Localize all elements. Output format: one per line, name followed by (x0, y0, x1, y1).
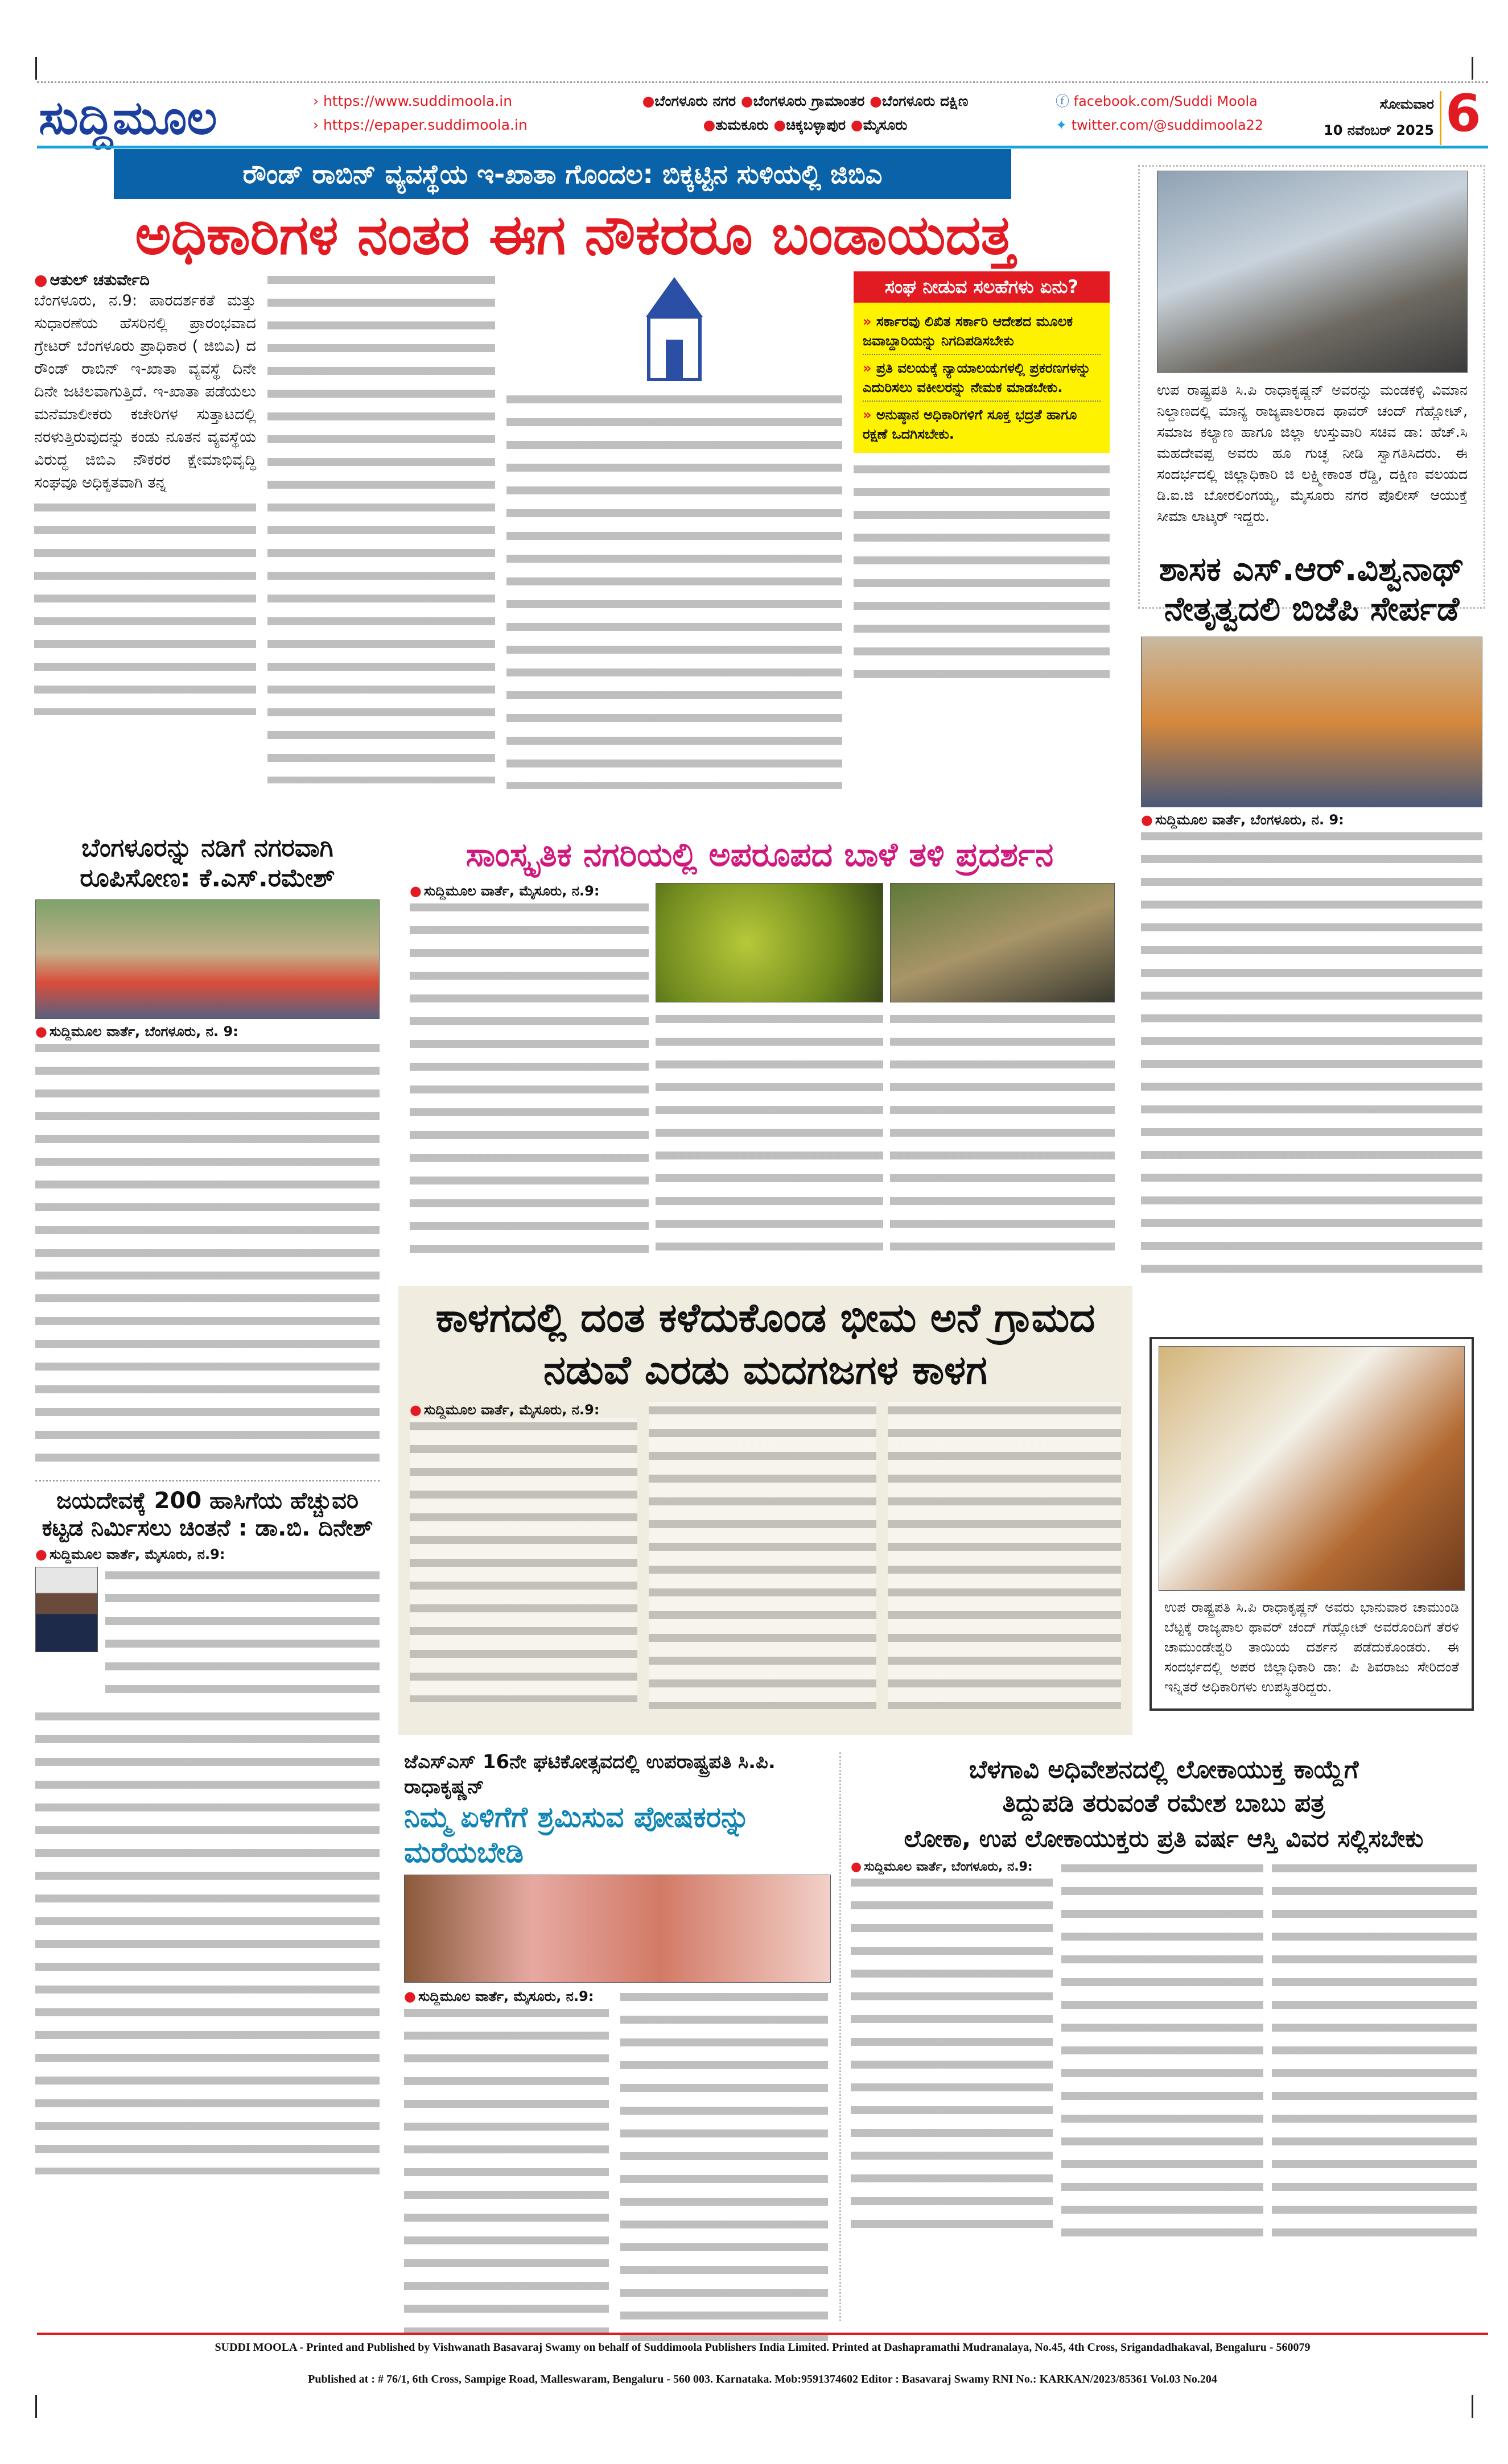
imprint-line: Published at : # 76/1, 6th Cross, Sampige Road, Malleswaram, Bengaluru - 560 003. Karnataka. Mob:9591374602 Editor : Basavaraj Swamy RNI No.: KARKAN/2023/85361 Vol.03 No.204 (308, 2373, 1217, 2385)
temple-logo (634, 271, 714, 385)
page-number: 6 (1445, 84, 1481, 143)
banana-photo (656, 883, 883, 1002)
article-text (851, 1874, 1053, 2238)
elephant-byline: ● ಸುದ್ದಿಮೂಲ ವಾರ್ತೆ, ಮೈಸೂರು, ನ.9: (410, 1402, 637, 1418)
lokayukta-headline-3: ಲೋಕಾ, ಉಪ ಲೋಕಾಯುಕ್ತರು ಪ್ರತಿ ವರ್ಷ ಆಸ್ತಿ ವಿವರ ಸಲ್ಲಿಸಬೇಕು (904, 1824, 1424, 1852)
article-text (105, 1567, 380, 1703)
photo-caption: ಉಪ ರಾಷ್ಟ್ರಪತಿ ಸಿ.ಪಿ ರಾಧಾಕೃಷ್ಣನ್ ಅವರನ್ನು ಮಂಡಕಳ್ಳಿ ವಿಮಾನ ನಿಲ್ದಾಣದಲ್ಲಿ ಮಾನ್ಯ ರಾಜ್ಯಪಾಲರಾದ ಥಾವರ್ ಚಂದ್ ಗೆಹ್ಲೋಟ್, ಸಮಾಜ ಕಲ್ಯಾಣ ಹಾಗೂ ಜಿಲ್ಲಾ ಉಸ್ತುವಾರಿ ಸಚಿವ ಡಾ: ಹೆಚ್.ಸಿ ಮಹದೇವಪ್ಪ ಅವರು ಹೂ ಗುಚ್ಛ ನೀಡಿ ಸ್ವಾಗತಿಸಿದರು. ಈ ಸಂದರ್ಭದಲ್ಲಿ ಜಿಲ್ಲಾಧಿಕಾರಿ ಜಿ ಲಕ್ಷ್ಮೀಕಾಂತ ರೆಡ್ಡಿ, ದಕ್ಷಿಣ ವಲಯದ ಡಿ.ಐ.ಜಿ ಬೋರಲಿಂಗಯ್ಯ, ಮೈಸೂರು ನಗರ ಪೊಲೀಸ್ ಆಯುಕ್ತೆ ಸೀಮಾ ಲಾಟ್ಕರ್ ಇದ್ದರು. (1157, 382, 1468, 525)
convocation-photo (404, 1875, 831, 1983)
edition: ತುಮಕೂರು (715, 117, 769, 133)
elephant-headline: ಕಾಳಗದಲ್ಲಿ ದಂತ ಕಳೆದುಕೊಂಡ ಭೀಮ ಅನೆ ಗ್ರಾಮದ ನಡುವೆ ಎರಡು ಮದಗಜಗಳ ಕಾಳಗ (435, 1294, 1095, 1393)
lokayukta-headline-2: ತಿದ್ದುಪಡಿ ತರುವಂತೆ ರಮೇಶ ಬಾಬು ಪತ್ರ (1002, 1788, 1325, 1818)
walk-photo (35, 899, 380, 1019)
article-text (854, 461, 1110, 688)
article-text (1141, 828, 1482, 1283)
lead-kicker: ರೌಂಡ್ ರಾಬಿನ್ ವ್ಯವಸ್ಥೆಯ ಇ-ಖಾತಾ ಗೊಂದಲ: ಬಿಕ್ಕಟ್ಟಿನ ಸುಳಿಯಲ್ಲಿ ಜಿಬಿಎ (114, 149, 1011, 199)
lead-lede: ಬೆಂಗಳೂರು, ನ.9: ಪಾರದರ್ಶಕತೆ ಮತ್ತು ಸುಧಾರಣೆಯ ಹೆಸರಿನಲ್ಲಿ ಪ್ರಾರಂಭವಾದ ಗ್ರೇಟರ್ ಬೆಂಗಳೂರು ಪ್ರಾಧಿಕಾರ ( ಜಿಬಿಎ) ದ ರೌಂಡ್ ರಾಬಿನ್ ಇ-ಖಾತಾ ವ್ಯವಸ್ಥೆ ದಿನೇ ದಿನೇ ಜಟಿಲವಾಗುತ್ತಿದೆ. ಇ-ಖಾತಾ ಪಡೆಯಲು ಮನೆಮಾಲೀಕರು ಕಚೇರಿಗಳ ಸುತ್ತಾಟದಲ್ಲಿ ನರಳುತ್ತಿರುವುದನ್ನು ಕಂಡು ನೂತನ ವ್ಯವಸ್ಥೆಯ ವಿರುದ್ಧ ಜಿಬಿಎ ನೌಕರರ ಕ್ಷೇಮಾಭಿವೃದ್ಧಿ ಸಂಘವೂ ಅಧಿಕೃತವಾಗಿ ತನ್ನ (34, 292, 256, 492)
crop-mark (35, 57, 47, 80)
lokayukta-article (848, 1755, 1480, 2247)
walk-headline: ಬೆಂಗಳೂರನ್ನು ನಡಿಗೆ ನಗರವಾಗಿ ರೂಪಿಸೋಣ: ಕೆ.ಎಸ್.ರಮೇಶ್ (80, 833, 335, 893)
epaper-url[interactable]: https://epaper.suddimoola.in (323, 117, 528, 133)
article-text (1061, 1860, 1263, 2247)
box-title: ಸಂಘ ನೀಡುವ ಸಲಹೆಗಳು ಏನು? (854, 271, 1110, 303)
twitter-link[interactable] (1056, 113, 1283, 137)
facebook-icon: ⓕ (1056, 93, 1069, 109)
date: 10 ನವೆಂಬರ್ 2025 (1324, 122, 1434, 138)
walk-byline: ● ಸುದ್ದಿಮೂಲ ವಾರ್ತೆ, ಬೆಂಗಳೂರು, ನ. 9: (35, 1023, 380, 1039)
twitter-icon: ✦ (1056, 117, 1068, 133)
banana-exhibition-article (401, 835, 1118, 1263)
jss-headline: ನಿಮ್ಮ ಏಳಿಗೆಗೆ ಶ್ರಮಿಸುವ ಪೋಷಕರನ್ನು ಮರೆಯಬೇಡಿ (404, 1801, 750, 1869)
jss-kicker: ಜೆಎಸ್ಎಸ್ 16ನೇ ಘಟಿಕೋತ್ಸವದಲ್ಲಿ ಉಪರಾಷ್ಟ್ರಪತಿ ಸಿ.ಪಿ. ರಾಧಾಕೃಷ್ಣನ್ (404, 1751, 776, 1798)
walkable-city-article (35, 833, 380, 2174)
article-text (410, 1418, 637, 1702)
article-text (656, 1010, 883, 1261)
imprint-line: SUDDI MOOLA - Printed and Published by Vishwanath Basavaraj Swamy on behalf of Suddimoola Publishers India Limited. Printed at Dashapramathi Mudranalaya, No.45, 4th Cross, Srigandadhakaval, Bengaluru - 560079 (215, 2341, 1311, 2354)
divider (37, 81, 1488, 83)
article-text (890, 1010, 1115, 1261)
article-text (506, 391, 842, 789)
article-text (34, 499, 256, 715)
lead-headline: ಅಧಿಕಾರಿಗಳ ನಂತರ ಈಗ ನೌಕರರೂ ಬಂಡಾಯದತ್ತ (135, 203, 1015, 267)
article-text (620, 1988, 828, 2341)
article-text (888, 1402, 1121, 1709)
banana-headline: ಸಾಂಸ್ಕೃತಿಕ ನಗರಿಯಲ್ಲಿ ಅಪರೂಪದ ಬಾಳೆ ತಳಿ ಪ್ರದರ್ಶನ (465, 835, 1054, 874)
crop-mark (35, 2395, 47, 2418)
airport-welcome-photo (1157, 171, 1468, 373)
edition: ಬೆಂಗಳೂರು ದಕ್ಷಿಣ (881, 93, 969, 109)
article-text (35, 1708, 380, 2174)
chamundi-temple-photo (1159, 1346, 1465, 1591)
jss-byline: ● ಸುದ್ದಿಮೂಲ ವಾರ್ತೆ, ಮೈಸೂರು, ನ.9: (404, 1988, 609, 2004)
lead-byline: ● ಆತುಲ್ ಚತುರ್ವೇದಿ (34, 271, 256, 290)
jss-convocation-article (404, 1749, 831, 2341)
facebook-link[interactable] (1056, 89, 1283, 113)
box-item: ಅನುಷ್ಠಾನ ಅಧಿಕಾರಿಗಳಿಗೆ ಸೂಕ್ತ ಭದ್ರತೆ ಹಾಗೂ ರಕ್ಷಣೆ ಒದಗಿಸಬೇಕು. (863, 407, 1077, 443)
website-link[interactable]: › https://www.suddimoola.in (313, 93, 513, 109)
article-text (1272, 1860, 1477, 2247)
article-text (267, 271, 495, 783)
lokayukta-headline-1: ಬೆಳಗಾವಿ ಅಧಿವೇಶನದಲ್ಲಿ ಲೋಕಾಯುಕ್ತ ಕಾಯ್ದೆಗೆ (969, 1755, 1359, 1784)
photo-caption: ಉಪ ರಾಷ್ಟ್ರಪತಿ ಸಿ.ಪಿ ರಾಧಾಕೃಷ್ಣನ್ ಅವರು ಭಾನುವಾರ ಚಾಮುಂಡಿ ಬೆಟ್ಟಕ್ಕೆ ರಾಜ್ಯಪಾಲ ಥಾವರ್ ಚಂದ್ ಗೆಹ್ಲೋಟ್ ಅವರೊಂದಿಗೆ ತೆರಳಿ ಚಾಮುಂಡೇಶ್ವರಿ ತಾಯಿಯ ದರ್ಶನ ಪಡೆದುಕೊಂಡರು. ಈ ಸಂದರ್ಭದಲ್ಲಿ ಅಪರ ಜಿಲ್ಲಾಧಿಕಾರಿ ಡಾ: ಪಿ ಶಿವರಾಜು ಸೇರಿದಂತೆ ಇನ್ನಿತರೆ ಅಧಿಕಾರಿಗಳು ಉಪಸ್ಥಿತರಿದ್ದರು. (1164, 1599, 1459, 1695)
jayadeva-article (35, 1481, 380, 2174)
crop-mark (1472, 57, 1483, 80)
epaper-link[interactable]: › https://epaper.suddimoola.in (313, 117, 528, 133)
lead-story (34, 149, 1115, 789)
masthead-rule (37, 146, 1488, 148)
editions-list: ●ಬೆಂಗಳೂರು ನಗರ ●ಬೆಂಗಳೂರು ಗ್ರಾಮಾಂತರ ●ಬೆಂಗಳೂರು ದಕ್ಷಿಣ ●ತುಮಕೂರು ●ಚಿಕ್ಕಬಳ್ಳಾಪುರ ●ಮೈಸೂರು (642, 93, 969, 133)
edition: ಬೆಂಗಳೂರು ನಗರ (654, 93, 736, 109)
article-text (649, 1402, 876, 1709)
banana-byline: ● ಸುದ್ದಿಮೂಲ ವಾರ್ತೆ, ಮೈಸೂರು, ನ.9: (410, 883, 649, 899)
website-url[interactable]: https://www.suddimoola.in (323, 93, 513, 109)
article-text (35, 1039, 380, 1472)
banana-display-photo (890, 883, 1115, 1002)
edition: ಬೆಂಗಳೂರು ಗ್ರಾಮಾಂತರ (753, 93, 865, 109)
box-item: ಸರ್ಕಾರವು ಲಿಖಿತ ಸರ್ಕಾರಿ ಆದೇಶದ ಮೂಲಕ ಜವಾಬ್ದಾರಿಯನ್ನು ನಿಗದಿಪಡಿಸಬೇಕು (863, 313, 1073, 349)
edition: ಮೈಸೂರು (863, 117, 908, 133)
logo: ಸುದ್ದಿಮೂಲ (39, 91, 217, 145)
dinesh-portrait (35, 1567, 98, 1652)
crop-mark (1472, 2395, 1483, 2418)
twitter-handle[interactable]: twitter.com/@suddimoola22 (1071, 117, 1264, 133)
facebook-handle[interactable]: facebook.com/Suddi Moola (1073, 93, 1258, 109)
edition: ಚಿಕ್ಕಬಳ್ಳಾಪುರ (786, 117, 846, 133)
article-text (410, 899, 649, 1263)
day: ಸೋಮವಾರ (1379, 96, 1434, 112)
article-text (404, 2004, 609, 2334)
bjp-byline: ● ಸುದ್ದಿಮೂಲ ವಾರ್ತೆ, ಬೆಂಗಳೂರು, ನ. 9: (1141, 812, 1482, 828)
suggestions-box: ಸಂಘ ನೀಡುವ ಸಲಹೆಗಳು ಏನು? » ಸರ್ಕಾರವು ಲಿಖಿತ ಸರ್ಕಾರಿ ಆದೇಶದ ಮೂಲಕ ಜವಾಬ್ದಾರಿಯನ್ನು ನಿಗದಿಪಡಿಸಬೇಕು » ಪ್ರತಿ ವಲಯಕ್ಕೆ ನ್ಯಾಯಾಲಯಗಳಲ್ಲಿ ಪ್ರಕರಣಗಳನ್ನು ಎದುರಿಸಲು ವಕೀಲರನ್ನು ನೇಮಕ ಮಾಡಬೇಕು. » ಅನುಷ್ಠಾನ ಅಧಿಕಾರಿಗಳಿಗೆ ಸೂಕ್ತ ಭದ್ರತೆ ಹಾಗೂ ರಕ್ಷಣೆ ಒದಗಿಸಬೇಕು. (854, 271, 1110, 453)
jayadeva-headline: ಜಯದೇವಕ್ಕೆ 200 ಹಾಸಿಗೆಯ ಹೆಚ್ಚುವರಿ ಕಟ್ಟಡ ನಿರ್ಮಿಸಲು ಚಿಂತನೆ : ಡಾ.ಬಿ. ದಿನೇಶ್ (42, 1487, 373, 1541)
box-item: ಪ್ರತಿ ವಲಯಕ್ಕೆ ನ್ಯಾಯಾಲಯಗಳಲ್ಲಿ ಪ್ರಕರಣಗಳನ್ನು ಎದುರಿಸಲು ವಕೀಲರನ್ನು ನೇಮಕ ಮಾಡಬೇಕು. (863, 360, 1091, 396)
lokayukta-byline: ● ಸುದ್ದಿಮೂಲ ವಾರ್ತೆ, ಬೆಂಗಳೂರು, ನ.9: (851, 1860, 1053, 1874)
elephant-fight-article (398, 1286, 1132, 1735)
jayadeva-byline: ● ಸುದ್ದಿಮೂಲ ವಾರ್ತೆ, ಮೈಸೂರು, ನ.9: (35, 1546, 380, 1562)
bjp-joining-photo (1141, 637, 1482, 807)
bjp-headline: ಶಾಸಕ ಎಸ್.ಆರ್.ವಿಶ್ವನಾಥ್ ನೇತೃತ್ವದಲಿ ಬಿಜೆಪಿ ಸೇರ್ಪಡೆ (1159, 550, 1465, 628)
